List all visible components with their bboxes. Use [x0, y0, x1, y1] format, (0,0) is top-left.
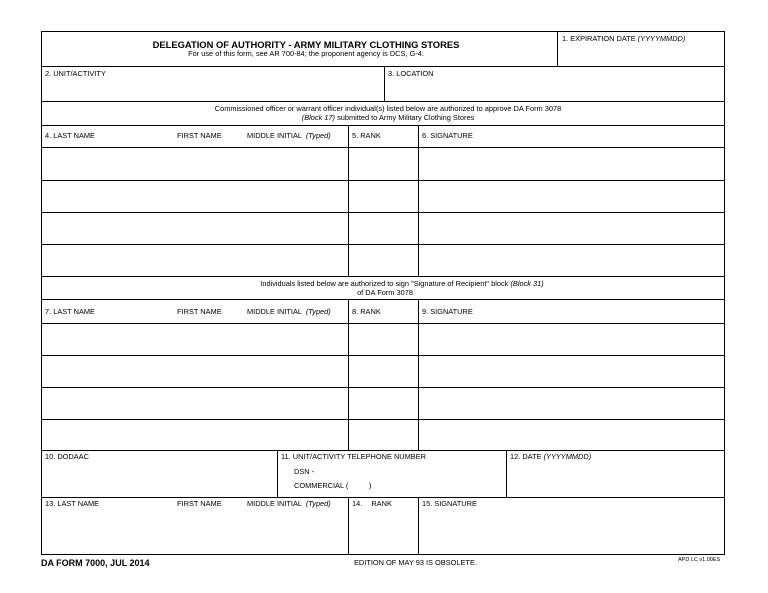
dsn-field[interactable]: [317, 466, 503, 477]
date-hint: (YYYYMMDD): [543, 452, 592, 461]
signature-label: 6. SIGNATURE: [422, 131, 473, 140]
approver-row[interactable]: [42, 213, 724, 244]
expiration-date-field[interactable]: [558, 44, 724, 66]
recipient-row[interactable]: [42, 420, 724, 450]
section2-notice-text: Individuals listed below are authorized to sign "Signature of Recipient" block: [260, 279, 509, 288]
divider: [42, 276, 724, 277]
typed-hint: (Typed): [305, 307, 331, 316]
version-label: APD LC v1.00ES: [678, 557, 721, 563]
first-name-label: FIRST NAME: [177, 131, 222, 140]
location-field[interactable]: [385, 80, 724, 100]
location-label: 3. LOCATION: [388, 69, 434, 78]
edition-notice: EDITION OF MAY 93 IS OBSOLETE.: [354, 558, 477, 567]
rank-label: 5. RANK: [352, 131, 381, 140]
divider: [277, 450, 278, 497]
section2-block-ref: (Block 31): [510, 279, 544, 288]
commercial-label: COMMERCIAL ( ): [294, 481, 372, 490]
certifier-row[interactable]: [42, 510, 724, 554]
last-name-label: 13. LAST NAME: [45, 499, 100, 508]
commercial-field[interactable]: [382, 480, 503, 491]
divider: [42, 66, 724, 67]
recipient-row[interactable]: [42, 388, 724, 419]
section2-notice-line2: of DA Form 3078: [357, 288, 413, 297]
expiration-date-label-text: 1. EXPIRATION DATE: [562, 34, 636, 43]
first-name-label: FIRST NAME: [177, 307, 222, 316]
divider: [42, 299, 724, 300]
middle-initial-label: [247, 500, 331, 507]
approver-row[interactable]: [42, 148, 724, 180]
rank-number: 14.: [352, 499, 363, 508]
approver-row[interactable]: [42, 181, 724, 212]
unit-activity-label: 2. UNIT/ACTIVITY: [45, 69, 106, 78]
dodaac-label: 10. DODAAC: [45, 452, 89, 461]
date-label-text: 12. DATE: [510, 452, 542, 461]
rank-text: RANK: [371, 499, 392, 508]
first-name-label: FIRST NAME: [177, 499, 222, 508]
form-number: DA FORM 7000, JUL 2014: [41, 558, 150, 568]
section1-notice-line2: [302, 114, 475, 121]
typed-hint: (Typed): [305, 131, 331, 140]
dsn-label: DSN -: [294, 467, 315, 476]
middle-initial-text: MIDDLE INITIAL: [247, 499, 302, 508]
recipient-row[interactable]: [42, 324, 724, 355]
section1-notice-line1: Commissioned officer or warrant officer individual(s) listed below are authorized to approve DA Form 3078: [214, 104, 562, 113]
middle-initial-text: MIDDLE INITIAL: [247, 131, 302, 140]
last-name-label: 7. LAST NAME: [45, 307, 95, 316]
signature-label: 15. SIGNATURE: [422, 499, 477, 508]
recipient-row[interactable]: [42, 356, 724, 387]
divider: [42, 450, 724, 451]
form-subtitle: For use of this form, see AR 700-84; the proponent agency is DCS, G-4.: [188, 49, 424, 58]
typed-hint: (Typed): [305, 499, 331, 508]
section1-notice-rest: submitted to Army Military Clothing Stores: [335, 113, 475, 122]
approver-row[interactable]: [42, 245, 724, 276]
section1-block-ref: (Block 17): [301, 113, 336, 122]
section2-notice-line1: [260, 280, 543, 287]
telephone-label: 11. UNIT/ACTIVITY TELEPHONE NUMBER: [281, 452, 426, 461]
date-label: [510, 453, 591, 460]
da-form-7000: [41, 31, 725, 555]
middle-initial-label: [247, 308, 331, 315]
form-title: DELEGATION OF AUTHORITY - ARMY MILITARY CLOTHING STORES: [152, 39, 460, 50]
middle-initial-label: [247, 132, 331, 139]
divider: [42, 101, 724, 102]
unit-activity-field[interactable]: [43, 80, 383, 100]
expiration-date-label: [562, 35, 685, 42]
rank-label: 8. RANK: [352, 307, 381, 316]
divider: [42, 497, 724, 498]
rank-label: [352, 500, 392, 507]
last-name-label: 4. LAST NAME: [45, 131, 95, 140]
signature-label: 9. SIGNATURE: [422, 307, 473, 316]
dodaac-field[interactable]: [43, 463, 276, 496]
middle-initial-text: MIDDLE INITIAL: [247, 307, 302, 316]
expiration-date-hint: (YYYYMMDD): [637, 34, 686, 43]
divider: [42, 125, 724, 126]
date-field[interactable]: [507, 463, 724, 496]
